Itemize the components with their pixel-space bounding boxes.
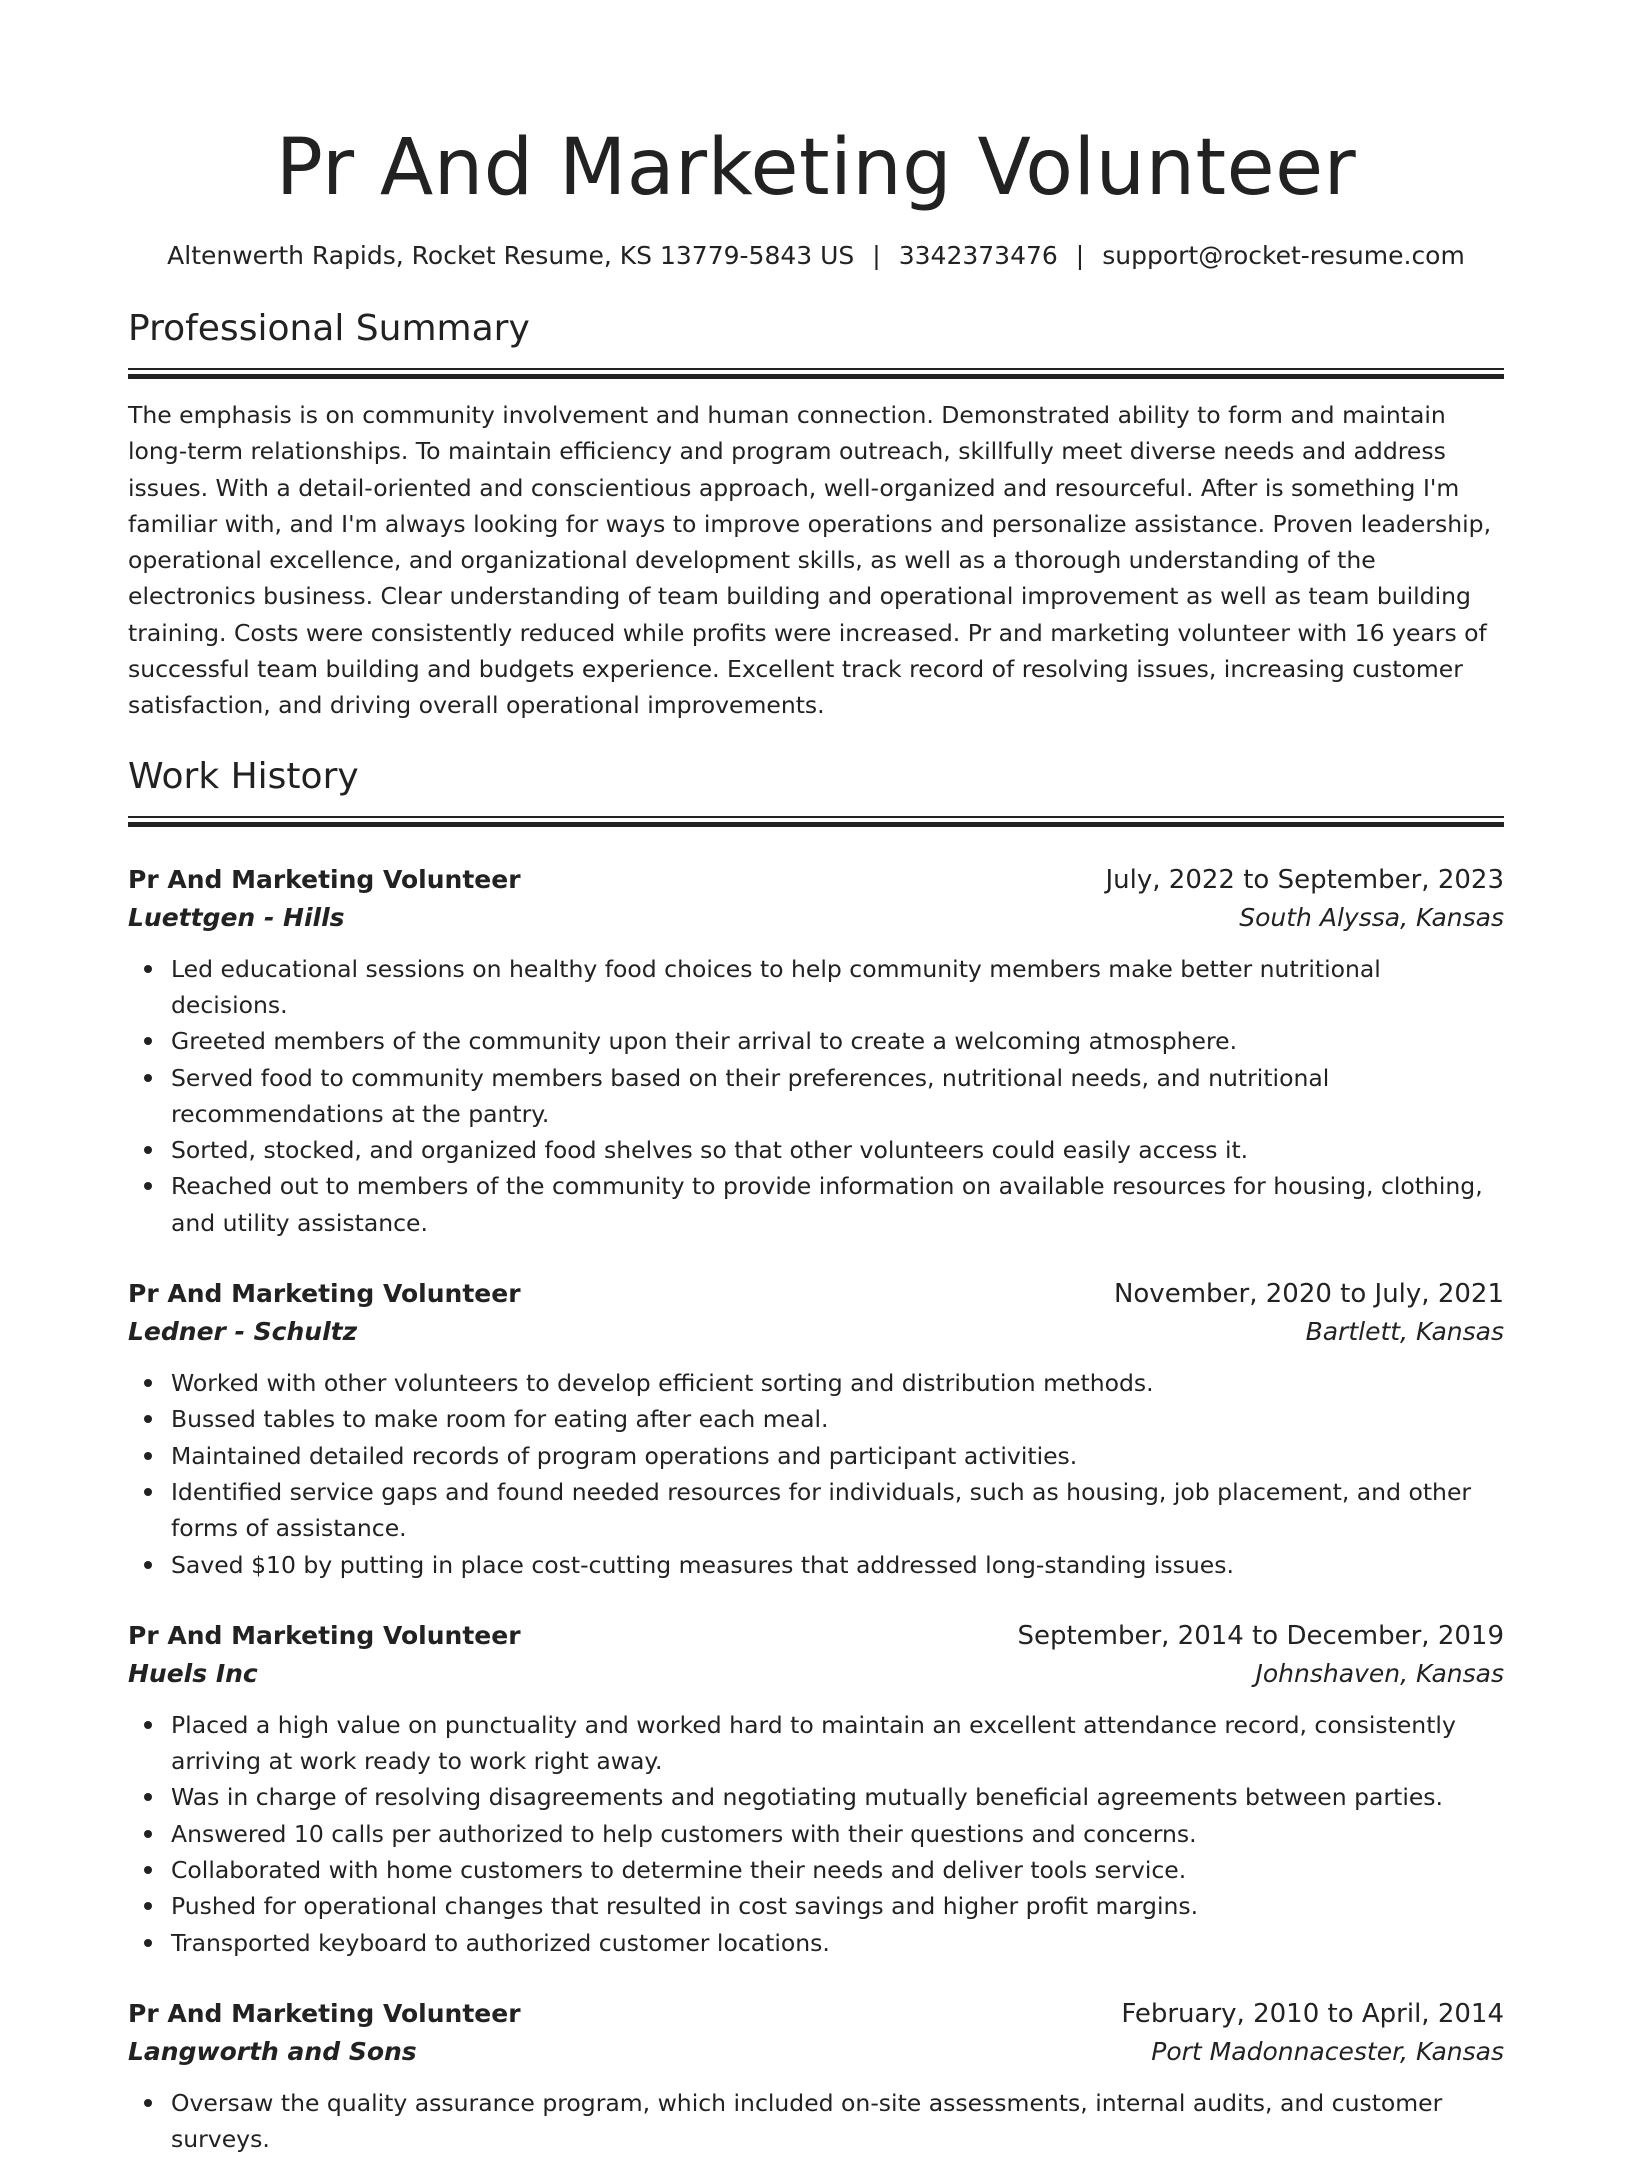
contact-separator: | [872,241,881,270]
job-title: Pr And Marketing Volunteer [128,864,521,894]
job-bullet: Identified service gaps and found needed resources for individuals, such as housing, job placement, and other forms of assistance. [171,1474,1504,1547]
contact-separator: | [1075,241,1085,270]
candidate-name: Pr And Marketing Volunteer [275,123,1357,213]
job-entry [128,1995,1504,2158]
job-bullet: Worked with other volunteers to develop efficient sorting and distribution methods. [171,1365,1504,1401]
job-bullet: Led educational sessions on healthy food choices to help community members make better nutritional decisions. [171,951,1504,1024]
job-dates: July, 2022 to September, 2023 [1105,864,1504,895]
contact-email: support@rocket-resume.com [1102,241,1465,270]
job-company-row [128,1313,1504,1351]
job-entry [128,1617,1504,1961]
job-bullet: Answered 10 calls per authorized to help customers with their questions and concerns. [171,1816,1504,1852]
job-company-row [128,899,1504,937]
job-dates: February, 2010 to April, 2014 [1121,1998,1504,2029]
section-title-summary: Professional Summary [128,308,530,349]
job-company: Luettgen - Hills [128,902,345,932]
job-header-row [128,1617,1504,1655]
job-company: Langworth and Sons [128,2036,417,2066]
contact-line [128,238,1504,274]
job-bullet: Bussed tables to make room for eating after each meal. [171,1401,1504,1437]
job-location: Bartlett, Kansas [1305,1317,1504,1347]
job-dates: September, 2014 to December, 2019 [1017,1620,1504,1651]
work-history-section [128,752,1504,2158]
job-bullet: Pushed for operational changes that resulted in cost savings and higher profit margins. [171,1888,1504,1924]
job-bullet-list [128,1365,1504,1583]
job-bullet: Greeted members of the community upon their arrival to create a welcoming atmosphere. [171,1023,1504,1059]
job-bullet-list [128,1707,1504,1961]
job-title: Pr And Marketing Volunteer [128,1279,521,1309]
job-bullet: Was in charge of resolving disagreements and negotiating mutually beneficial agreements between parties. [171,1779,1504,1815]
job-header-row [128,1275,1504,1313]
job-location: South Alyssa, Kansas [1239,902,1504,932]
job-bullet: Maintained detailed records of program operations and participant activities. [171,1438,1504,1474]
job-location: Port Madonnacester, Kansas [1151,2036,1504,2066]
job-bullet: Collaborated with home customers to determine their needs and deliver tools service. [171,1852,1504,1888]
job-title: Pr And Marketing Volunteer [128,1998,521,2028]
job-company-row [128,1655,1504,1693]
job-header-row [128,1995,1504,2033]
job-dates: November, 2020 to July, 2021 [1113,1279,1504,1310]
job-company: Ledner - Schultz [128,1317,358,1347]
job-bullet: Sorted, stocked, and organized food shelves so that other volunteers could easily access it. [171,1132,1504,1168]
job-bullet: Placed a high value on punctuality and worked hard to maintain an excellent attendance record, consistently arriving at work ready to work right away. [171,1707,1504,1780]
job-bullet: Served food to community members based on their preferences, nutritional needs, and nutritional recommendations at the pantry. [171,1060,1504,1133]
job-bullet: Reached out to members of the community to provide information on available resources for housing, clothing, and utility assistance. [171,1168,1504,1241]
job-title: Pr And Marketing Volunteer [128,1620,521,1650]
job-header-row [128,861,1504,899]
job-entry [128,861,1504,1241]
job-bullet: Oversaw the quality assurance program, which included on-site assessments, internal audits, and customer surveys. [171,2085,1504,2158]
section-divider [128,816,1504,827]
job-bullet: Transported keyboard to authorized customer locations. [171,1925,1504,1961]
summary-text: The emphasis is on community involvement and human connection. Demonstrated ability to form and maintain long-term relationships. To maintain efficiency and program outreach, skillfully meet diverse needs and address issues. With a detail-oriented and conscientious approach, well-organized and resourceful. After is something I'm familiar with, and I'm always looking for ways to improve operations and personalize assistance. Proven leadership, operational excellence, and organizational development skills, as well as a thorough understanding of the electronics business. Clear understanding of team building and operational improvement as well as team building training. Costs were consistently reduced while profits were increased. Pr and marketing volunteer with 16 years of successful team building and budgets experience. Excellent track record of resolving issues, increasing customer satisfaction, and driving overall operational improvements. [128,401,1492,720]
job-location: Johnshaven, Kansas [1255,1658,1504,1688]
section-divider [128,368,1504,379]
contact-address: Altenwerth Rapids, Rocket Resume, KS 13779-5843 US [167,241,855,270]
job-bullet-list [128,951,1504,1241]
job-company: Huels Inc [128,1658,258,1688]
resume-page [128,0,1504,2158]
job-bullet: Saved $10 by putting in place cost-cutting measures that addressed long-standing issues. [171,1547,1504,1583]
section-title-work-history: Work History [128,755,359,797]
job-company-row [128,2033,1504,2071]
job-entry [128,1275,1504,1583]
job-list [128,861,1504,2158]
contact-phone: 3342373476 [898,241,1058,270]
job-bullet-list [128,2085,1504,2158]
professional-summary-section [128,304,1504,724]
